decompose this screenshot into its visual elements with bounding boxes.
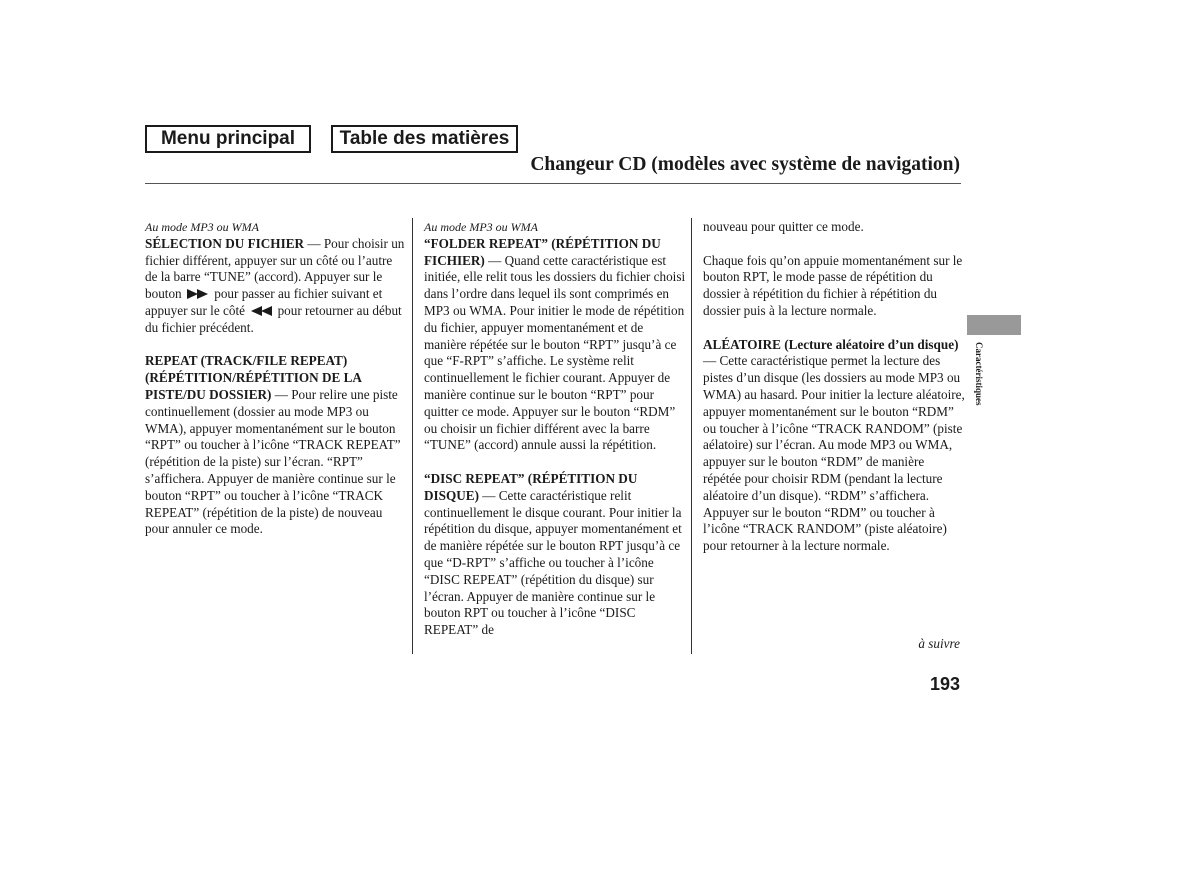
mode-subheading: Au mode MP3 ou WMA [145, 220, 259, 234]
repeat-paragraph: REPEAT (TRACK/FILE REPEAT) (RÉPÉTITION/RÉPÉTITION DE LA PISTE/DU DOSSIER) — Pour relire une piste continuellement (dossier au mode MP3 ou WMA), appuyer momentanément sur le bouton “RPT” ou toucher à l’icône “TRACK REPEAT” (répétition de la piste) sur l’écran. “RPT” s’affichera. Appuyer de manière continue sur le bouton “RPT” ou toucher à l’icône “TRACK REPEAT” (répétition de la piste) de nouveau pour annuler ce mode. [145, 353, 401, 537]
header-rule [145, 183, 961, 184]
disc-repeat-paragraph: “DISC REPEAT” (RÉPÉTITION DU DISQUE) — Cette caractéristique relit continuellement le disque courant. Pour initier la répétition du disque, appuyer momentanément et de manière répétée sur le bouton RPT jusqu’à ce que “D-RPT” s’affiche ou toucher à l’icône “DISC REPEAT” (répétition du disque) sur l’écran. Appuyer de manière continue sur le bouton RPT ou toucher à l’icône “DISC REPEAT” de [424, 470, 682, 638]
file-selection-paragraph: SÉLECTION DU FICHIER — Pour choisir un fichier différent, appuyer sur un côté ou l’autre de la barre “TUNE” (accord). Appuyer sur le bouton pour passer au fichier suivant et appuyer sur le côté pour retourner au début du fichier précédent. [145, 235, 405, 335]
folder-repeat-paragraph: “FOLDER REPEAT” (RÉPÉTITION DU FICHIER) — Quand cette caractéristique est initiée, elle relit tous les dossiers du fichier choisi dans l’ordre dans lequel ils sont comprimés en MP3 ou WMA. Pour initier le mode de répétition du fichier, appuyer momentanément et de manière répétée sur le bouton “RPT” jusqu’à ce que “F-RPT” s’affiche. Le système relit continuellement le fichier courant. Appuyer de manière continue sur le bouton “RPT” pour quitter ce mode. Appuyer sur le bouton “RDM” ou choisir un fichier différent avec la barre “TUNE” (accord) annule aussi la répétition. [424, 235, 686, 453]
rewind-icon [250, 306, 272, 316]
table-of-contents-button[interactable]: Table des matières [331, 125, 518, 153]
section-heading: SÉLECTION DU FICHIER [145, 235, 305, 251]
section-heading: “DISC REPEAT” (RÉPÉTITION DU DISQUE) [424, 470, 638, 503]
continued-note: à suivre [918, 636, 960, 651]
section-tab [967, 315, 1021, 335]
rpt-cycle-paragraph: Chaque fois qu’on appuie momentanément sur le bouton RPT, le mode passe de répétition du dossier à répétition du fichier à répétition du dossier puis à la lecture normale. [703, 252, 963, 318]
main-menu-button[interactable]: Menu principal [145, 125, 311, 153]
page-number: 193 [929, 674, 960, 694]
column-2 [424, 219, 686, 656]
section-heading: REPEAT (TRACK/FILE REPEAT) (RÉPÉTITION/RÉPÉTITION DE LA PISTE/DU DOSSIER) [145, 353, 362, 402]
column-divider-1 [412, 218, 413, 654]
page-title: Changeur CD (modèles avec système de navigation) [530, 154, 960, 175]
section-heading: “FOLDER REPEAT” (RÉPÉTITION DU FICHIER) [424, 235, 661, 268]
fast-forward-icon [187, 289, 209, 299]
section-side-label: Caractéristiques [974, 342, 984, 406]
column-1 [145, 219, 407, 555]
continuation-paragraph: nouveau pour quitter ce mode. [703, 219, 864, 234]
mode-subheading: Au mode MP3 ou WMA [424, 220, 538, 234]
column-3 [703, 219, 965, 572]
section-heading: ALÉATOIRE (Lecture aléatoire d’un disque) [703, 336, 959, 352]
random-paragraph: ALÉATOIRE (Lecture aléatoire d’un disque) — Cette caractéristique permet la lecture des pistes d’un disque (les dossiers au mode MP3 ou WMA) au hasard. Pour initier la lecture aléatoire, appuyer momentanément sur le bouton “RDM” ou toucher à l’icône “TRACK RANDOM” (piste aélatoire) sur l’écran. Au mode MP3 ou WMA, appuyer sur le bouton “RDM” de manière répétée pour choisir RDM (pendant la lecture aléatoire d’un disque). “RDM” s’affichera. Appuyer sur le bouton “RDM” ou toucher à l’icône “TRACK RANDOM” (piste aléatoire) pour retourner à la lecture normale. [703, 336, 965, 554]
column-divider-2 [691, 218, 692, 654]
